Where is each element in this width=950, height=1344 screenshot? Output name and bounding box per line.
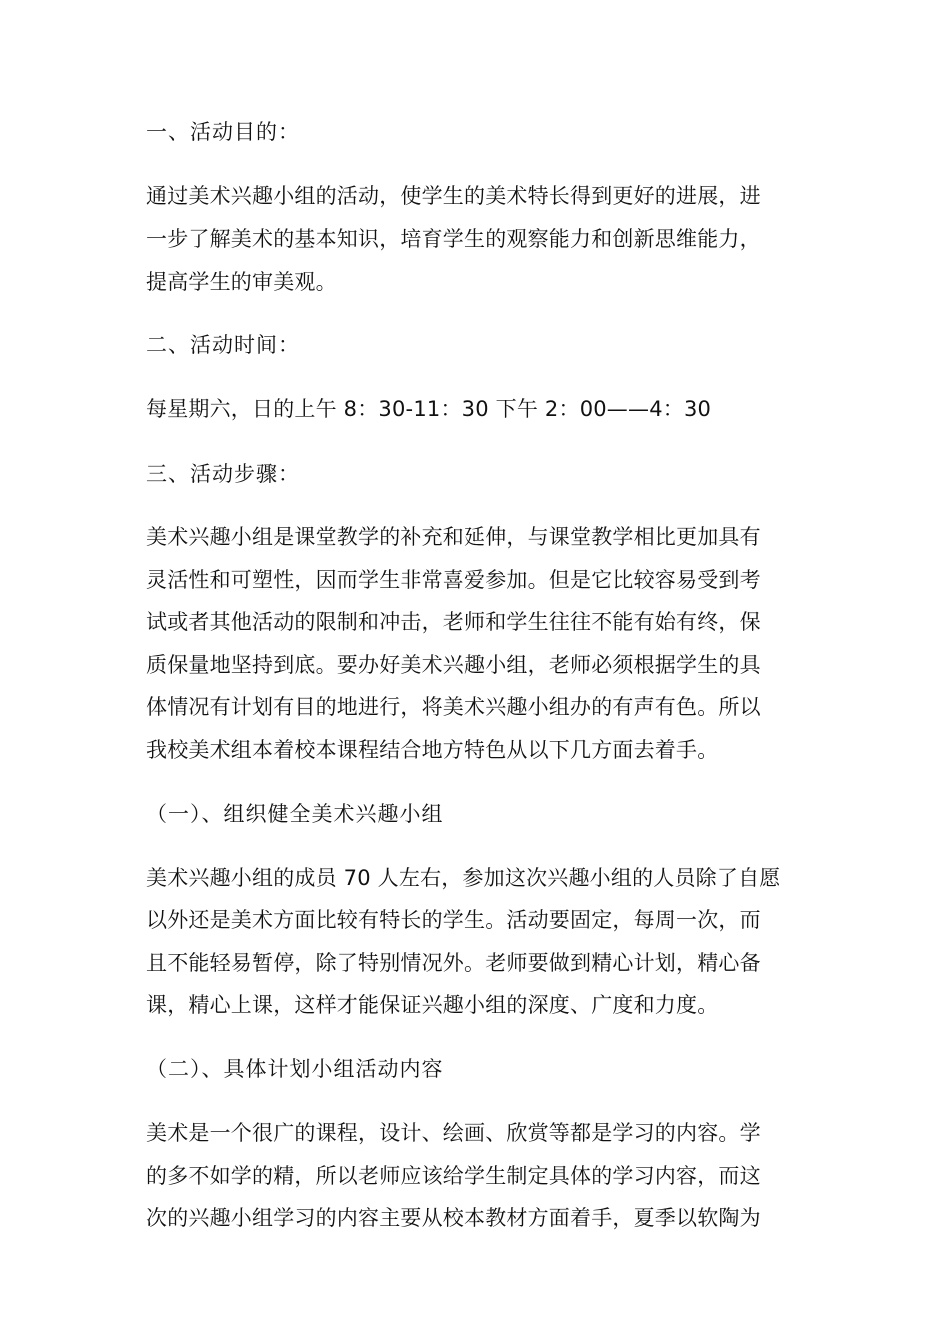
section-heading-purpose: 一、活动目的： (146, 120, 300, 144)
paragraph-line: 试或者其他活动的限制和冲击，老师和学生往往不能有始有终，保 (146, 610, 761, 634)
paragraph-line: 通过美术兴趣小组的活动，使学生的美术特长得到更好的进展，进 (146, 184, 761, 208)
paragraph-line: 一步了解美术的基本知识，培育学生的观察能力和创新思维能力， (146, 227, 761, 251)
section-heading-time: 二、活动时间： (146, 333, 300, 357)
paragraph-line: 质保量地坚持到底。要办好美术兴趣小组，老师必须根据学生的具 (146, 653, 761, 677)
paragraph-line: 美术兴趣小组的成员 70 人左右，参加这次兴趣小组的人员除了自愿 (146, 866, 781, 890)
paragraph-line: 灵活性和可塑性，因而学生非常喜爱参加。但是它比较容易受到考 (146, 568, 761, 592)
paragraph-line: 课，精心上课，这样才能保证兴趣小组的深度、广度和力度。 (146, 993, 719, 1017)
paragraph-line: 每星期六，日的上午 8：30-11：30 下午 2：00——4：30 (146, 397, 712, 421)
paragraph-line: 以外还是美术方面比较有特长的学生。活动要固定，每周一次，而 (146, 908, 761, 932)
paragraph-line: 提高学生的审美观。 (146, 270, 337, 294)
section-heading-steps: 三、活动步骤： (146, 462, 300, 486)
paragraph-line: 且不能轻易暂停，除了特别情况外。老师要做到精心计划，精心备 (146, 951, 761, 975)
paragraph-line: 次的兴趣小组学习的内容主要从校本教材方面着手，夏季以软陶为 (146, 1206, 761, 1230)
paragraph-line: 美术是一个很广的课程，设计、绘画、欣赏等都是学习的内容。学 (146, 1121, 761, 1145)
paragraph-line: 美术兴趣小组是课堂教学的补充和延伸，与课堂教学相比更加具有 (146, 525, 761, 549)
paragraph-line: 的多不如学的精，所以老师应该给学生制定具体的学习内容，而这 (146, 1164, 761, 1188)
paragraph-line: 体情况有计划有目的地进行，将美术兴趣小组办的有声有色。所以 (146, 695, 761, 719)
subsection-heading-plan: （二）、具体计划小组活动内容 (146, 1057, 444, 1081)
paragraph-line: 我校美术组本着校本课程结合地方特色从以下几方面去着手。 (146, 738, 719, 762)
subsection-heading-organize: （一）、组织健全美术兴趣小组 (146, 802, 444, 826)
